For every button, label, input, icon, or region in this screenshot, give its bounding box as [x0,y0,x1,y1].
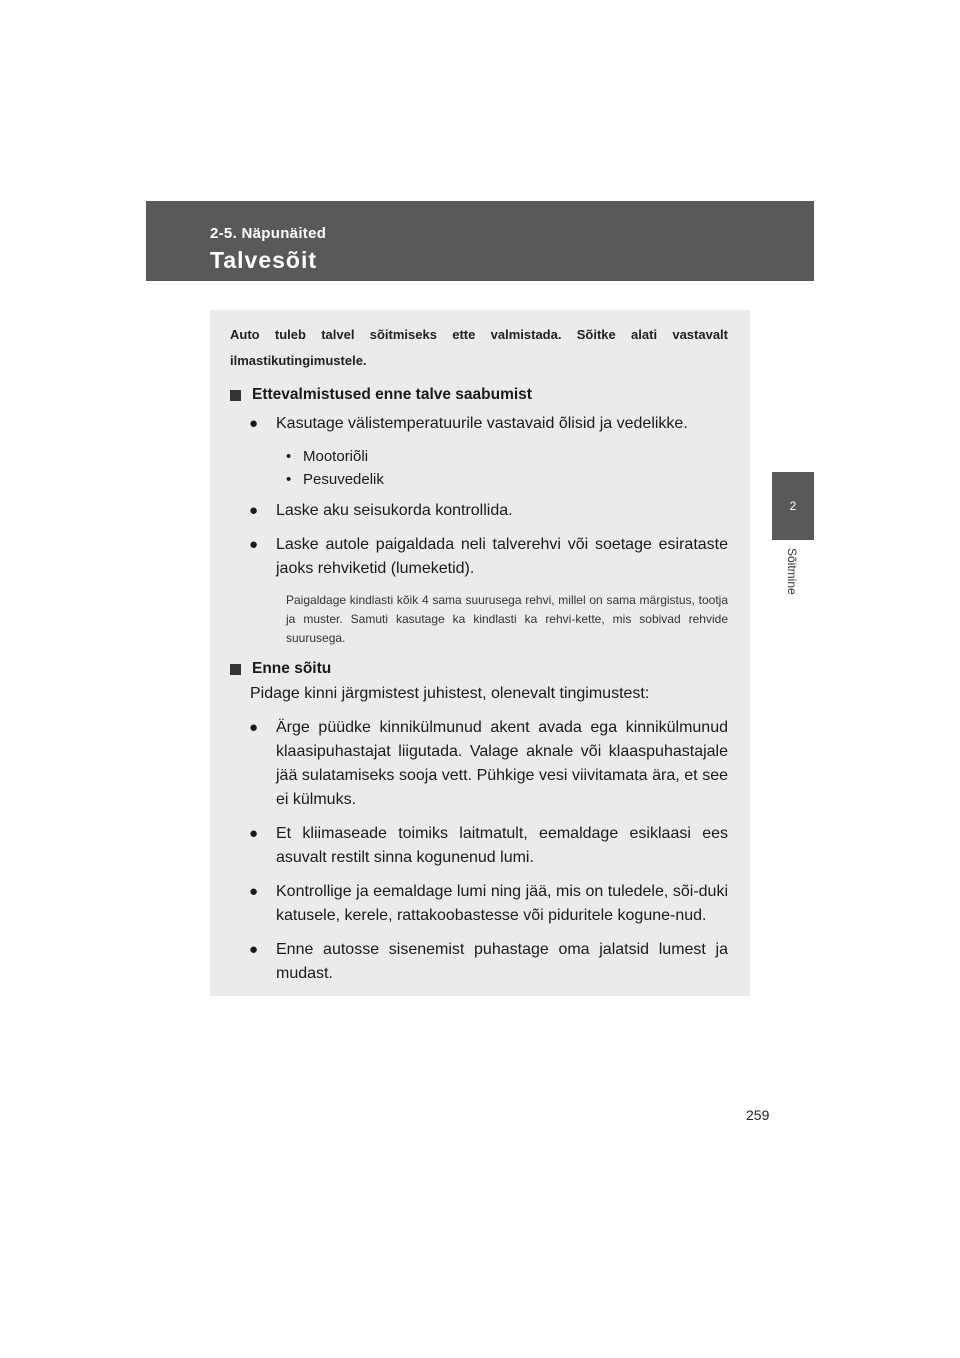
list-item [249,412,728,436]
square-bullet-icon [230,664,241,675]
list-item-text: Et kliimaseade toimiks laitmatult, eemaldage esiklaasi ees asuvalt restilt sinna kogunenud lumi. [276,825,728,866]
sub-list-item [286,445,728,468]
chapter-header [146,201,814,281]
circle-bullet-icon: ● [249,883,259,900]
list-item-text: Kontrollige ja eemaldage lumi ning jää, mis on tuledele, sõi-duki katusele, kerele, rattakoobastesse või piduritele kogune-nud. [276,883,728,924]
circle-bullet-icon: ● [249,825,259,842]
list-item [249,533,728,581]
section-heading-before-driving [230,658,728,680]
page-title: Talvesõit [210,247,317,273]
list-item [249,880,728,928]
section-heading-text: Enne sõitu [252,660,332,677]
intro-text: Auto tuleb talvel sõitmiseks ette valmistada. Sõitke alati vastavalt ilmastikutingimustele. [230,327,728,368]
circle-bullet-icon: ● [249,502,259,519]
lead-text: Pidage kinni järgmistest juhistest, olenevalt tingimustest: [250,685,650,702]
list-item [249,716,728,812]
chapter-tab [772,472,814,540]
circle-bullet-icon: ● [249,536,259,553]
sub-list-item [286,468,728,491]
list-item-text: Enne autosse sisenemist puhastage oma jalatsid lumest ja mudast. [276,941,728,982]
section-heading-text: Ettevalmistused enne talve saabumist [252,386,532,403]
circle-bullet-icon: ● [249,415,259,432]
circle-bullet-icon: ● [249,719,259,736]
list-item-text: Laske aku seisukorda kontrollida. [276,502,513,519]
content-box [210,310,750,996]
page-number: 259 [746,1107,770,1123]
chapter-tab-label: Sõitmine [785,548,799,595]
small-bullet-icon: • [286,448,292,465]
chapter-tab-number: 2 [789,499,797,513]
list-item-text: Laske autole paigaldada neli talverehvi või soetage esirataste jaoks rehviketid (lumeketid). [276,536,728,577]
small-bullet-icon: • [286,471,292,488]
list-item [249,938,728,986]
note-text: Paigaldage kindlasti kõik 4 sama suurusega rehvi, millel on sama märgistus, tootja ja muster. Samuti kasutage ka kindlasti ka rehvi-kette, mis sobivad rehvide suurusega. [286,593,728,645]
sub-list-item-text: Mootoriõli [303,448,369,465]
circle-bullet-icon: ● [249,941,259,958]
square-bullet-icon [230,390,241,401]
list-item [249,499,728,523]
list-item [249,822,728,870]
list-item-text: Kasutage välistemperatuurile vastavaid õlisid ja vedelikke. [276,415,688,432]
list-item-text: Ärge püüdke kinnikülmunud akent avada ega kinnikülmunud klaasipuhastajat liigutada. Valage aknale või klaaspuhastajale jää sulatamiseks sooja vett. Pühkige vesi viivitamata ära, et see ei külmuks. [276,719,728,808]
section-heading-winter-prep [230,384,728,406]
sub-list-item-text: Pesuvedelik [303,471,384,488]
section-label: 2-5. Näpunäited [210,225,327,242]
